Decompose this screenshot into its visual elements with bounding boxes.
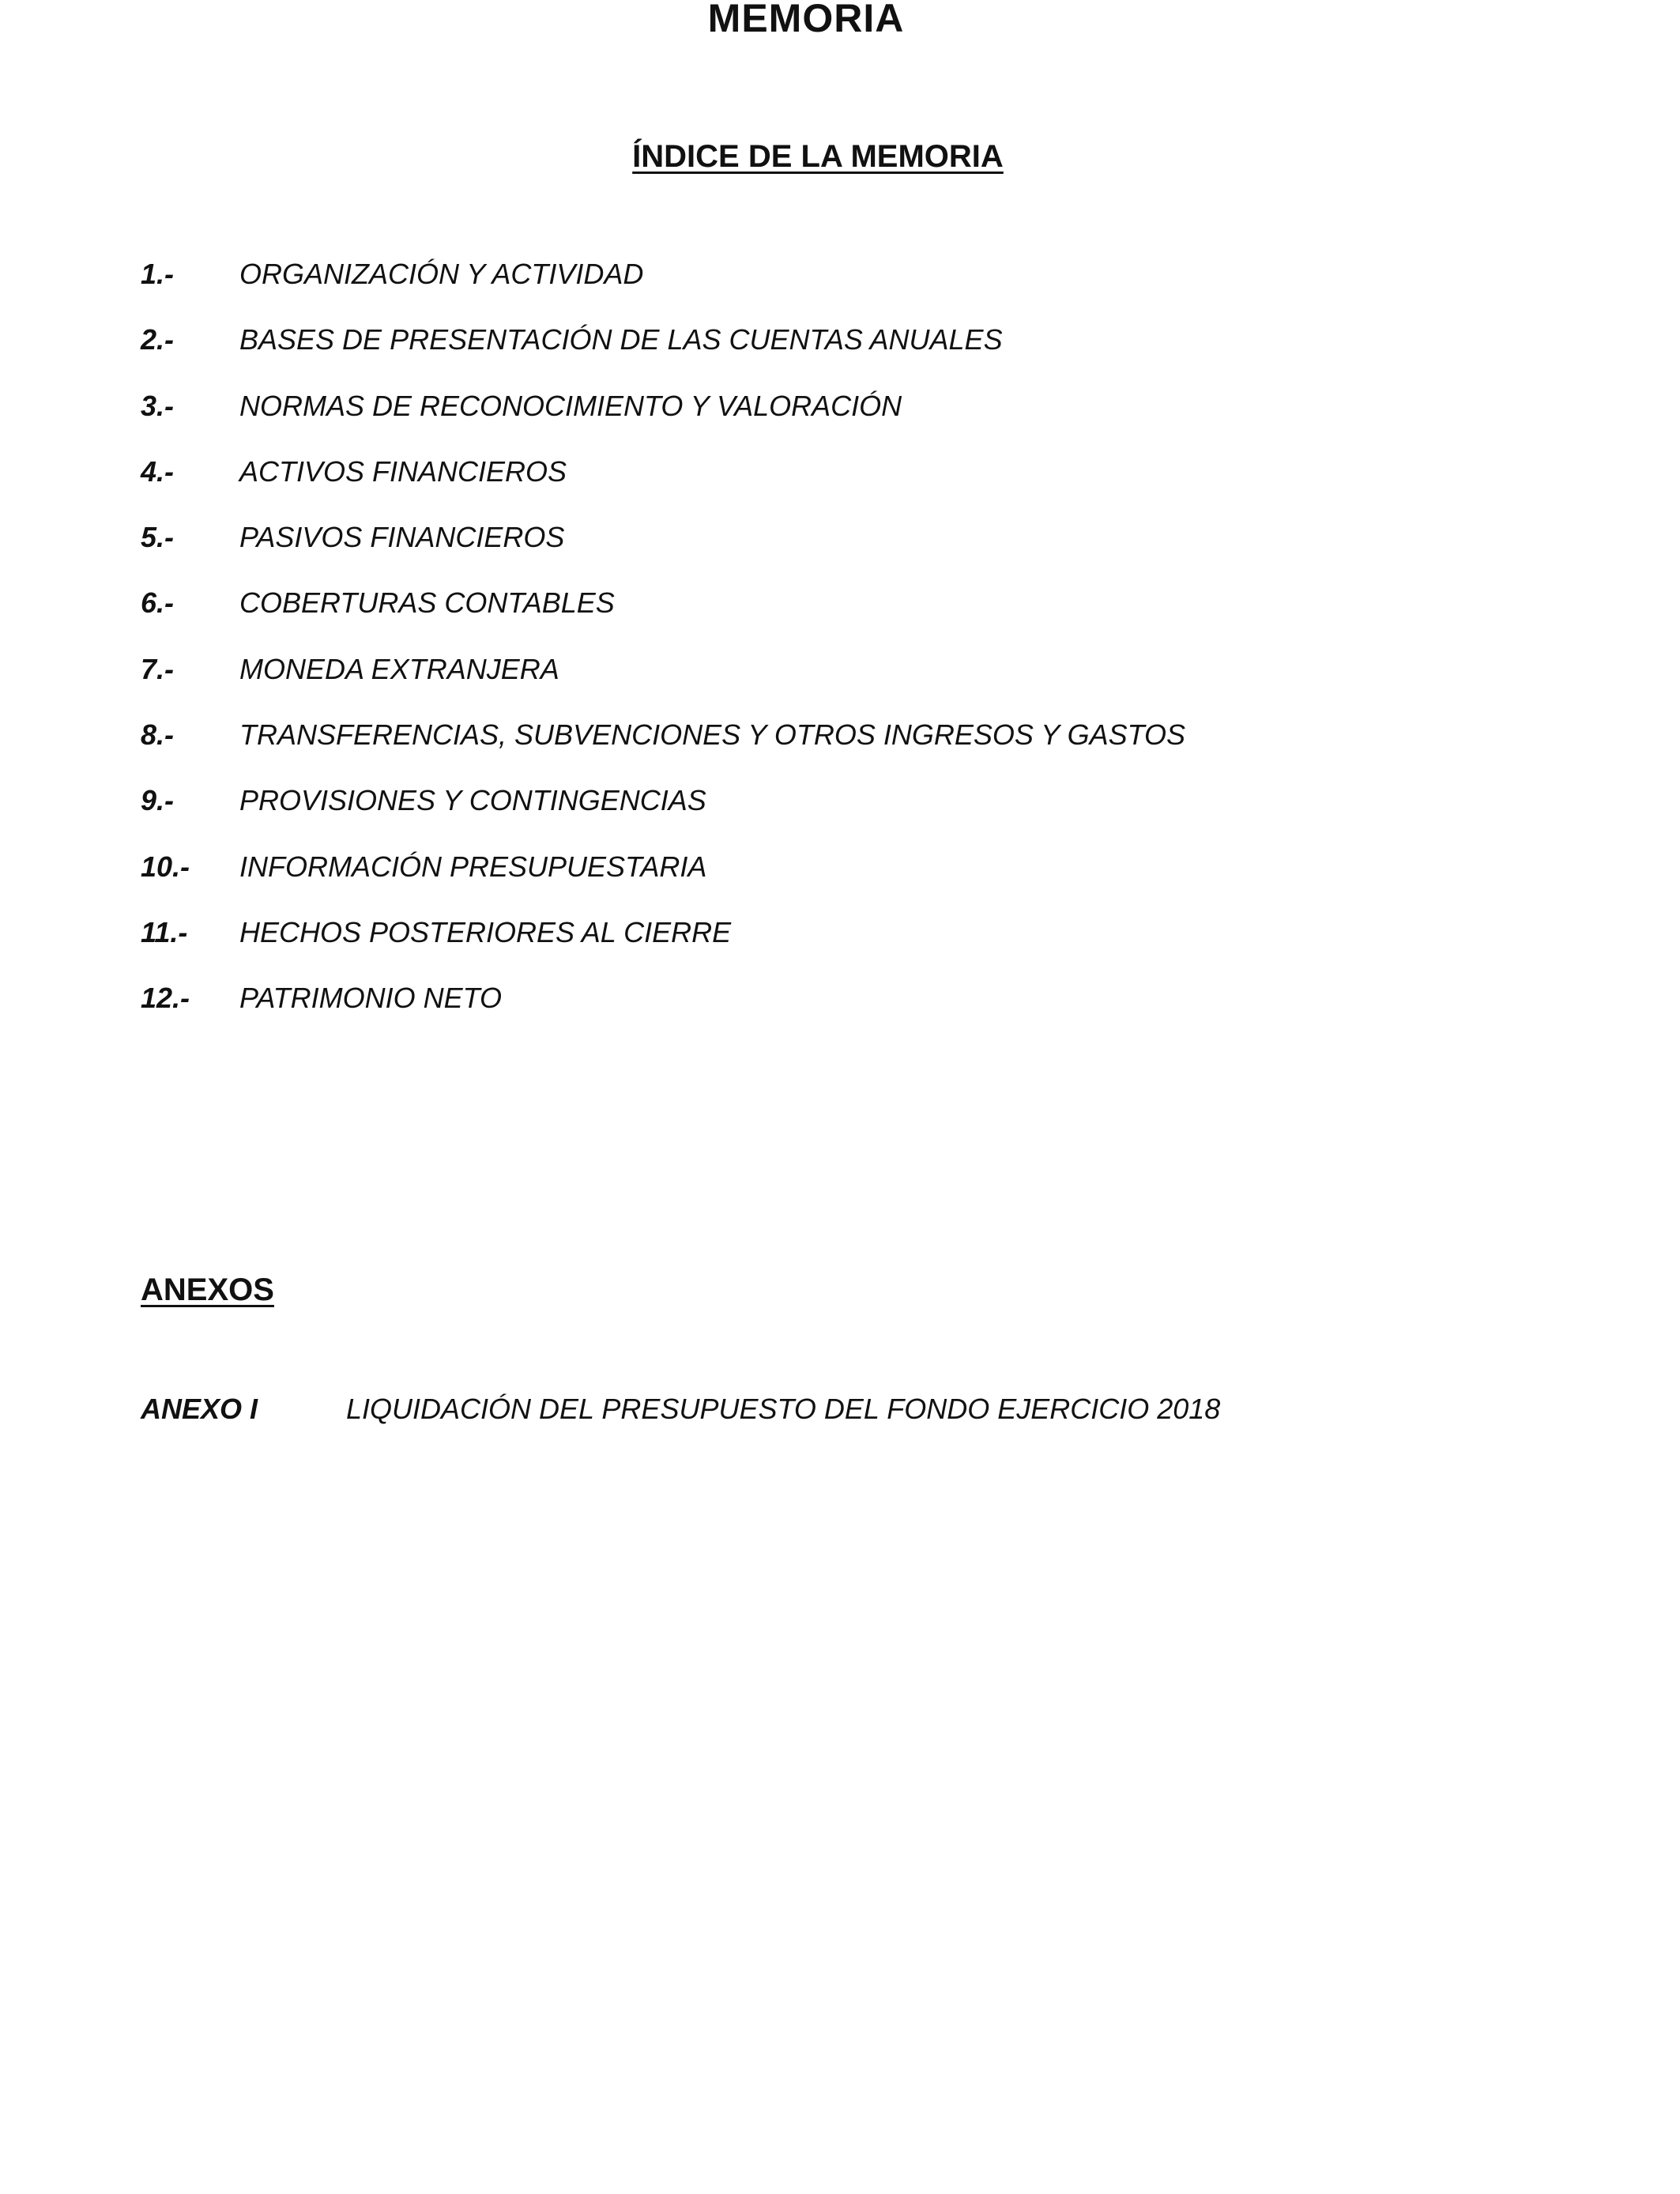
- toc-item-number: 11.-: [141, 915, 188, 948]
- toc-item-title: PASIVOS FINANCIEROS: [239, 521, 565, 554]
- toc-item-title: ORGANIZACIÓN Y ACTIVIDAD: [239, 258, 644, 290]
- toc-item-title: INFORMACIÓN PRESUPUESTARIA: [239, 850, 707, 883]
- toc-item-title: PATRIMONIO NETO: [239, 982, 503, 1015]
- toc-item: [141, 521, 1185, 586]
- toc-item-title: TRANSFERENCIAS, SUBVENCIONES Y OTROS INGRESOS Y GASTOS: [239, 718, 1185, 752]
- toc-item-number: 4.-: [141, 454, 175, 488]
- toc-item-title: BASES DE PRESENTACIÓN DE LAS CUENTAS ANUALES: [239, 323, 1003, 356]
- toc-item-number: 10.-: [141, 850, 190, 883]
- toc-item-number: 7.-: [141, 652, 175, 685]
- table-of-contents: [141, 258, 1185, 1048]
- toc-item-number: 9.-: [141, 784, 175, 817]
- document-title: MEMORIA: [707, 0, 905, 40]
- toc-item: [141, 784, 1185, 850]
- toc-item-number: 3.-: [141, 389, 175, 422]
- annex-label: ANEXO I: [141, 1393, 258, 1425]
- toc-item-title: HECHOS POSTERIORES AL CIERRE: [239, 915, 732, 948]
- toc-item: [141, 455, 1185, 521]
- toc-item-number: 1.-: [141, 258, 175, 290]
- toc-item-title: PROVISIONES Y CONTINGENCIAS: [239, 784, 706, 817]
- annex-item: [141, 1393, 1220, 1426]
- toc-item-title: COBERTURAS CONTABLES: [239, 586, 615, 620]
- toc-item: [141, 850, 1185, 916]
- toc-item-title: NORMAS DE RECONOCIMIENTO Y VALORACIÓN: [239, 389, 902, 422]
- toc-item: [141, 653, 1185, 718]
- toc-item-number: 8.-: [141, 718, 175, 752]
- toc-item: [141, 982, 1185, 1047]
- annex-heading: ANEXOS: [141, 1272, 274, 1307]
- toc-item: [141, 390, 1185, 455]
- toc-item-number: 2.-: [141, 323, 175, 356]
- toc-item: [141, 258, 1185, 323]
- toc-item: [141, 586, 1185, 652]
- toc-item-number: 5.-: [141, 521, 175, 554]
- toc-item-title: ACTIVOS FINANCIEROS: [239, 454, 567, 488]
- annex-title: LIQUIDACIÓN DEL PRESUPUESTO DEL FONDO EJERCICIO 2018: [346, 1393, 1221, 1425]
- toc-item-title: MONEDA EXTRANJERA: [239, 652, 559, 685]
- toc-item: [141, 718, 1185, 784]
- toc-item: [141, 323, 1185, 389]
- index-heading: ÍNDICE DE LA MEMORIA: [632, 139, 1004, 174]
- toc-item-number: 6.-: [141, 586, 175, 620]
- toc-item: [141, 916, 1185, 982]
- toc-item-number: 12.-: [141, 982, 190, 1015]
